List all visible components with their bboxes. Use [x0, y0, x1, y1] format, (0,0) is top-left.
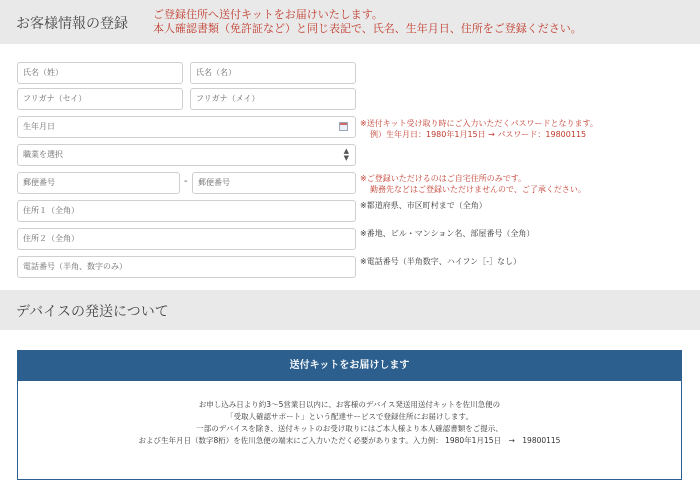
notice-line-2: 本人確認書類（免許証など）と同じ表記で、氏名、生年月日、住所をご登録ください。	[153, 22, 582, 35]
zip-dash: -	[184, 176, 188, 187]
customer-info-title: お客様情報の登録	[16, 16, 128, 32]
zip-code-first-input[interactable]	[17, 172, 180, 194]
address1-note: ※都道府県、市区町村まで（全角）	[360, 201, 487, 210]
first-name-placeholder: 氏名（名）	[196, 68, 236, 77]
birthdate-note-line-1: ※送付キット受け取り時にご入力いただくパスワードとなります。	[360, 119, 598, 128]
occupation-select[interactable]	[17, 144, 356, 166]
birthdate-placeholder: 生年月日	[23, 122, 55, 131]
zip-code-first-placeholder: 郵便番号	[23, 178, 55, 187]
occupation-selected-value: 職業を選択	[23, 150, 63, 159]
first-name-kana-placeholder: フリガナ（メイ）	[196, 94, 260, 103]
birthdate-input[interactable]	[17, 116, 356, 138]
panel-text-line-2: 「受取人確認サポート」という配達サービスで登録住所にお届けします。	[226, 412, 473, 421]
panel-text-line-3: 一部のデバイスを除き、送付キットのお受け取りにはご本人様より本人確認書類をご提示、	[196, 424, 503, 433]
first-name-input[interactable]	[190, 62, 356, 84]
shipping-kit-panel-title: 送付キットをお届けします	[18, 351, 681, 381]
first-name-kana-input[interactable]	[190, 88, 356, 110]
shipping-kit-panel-body	[18, 381, 681, 447]
address1-input[interactable]	[17, 200, 356, 222]
device-shipping-header	[0, 290, 700, 330]
phone-note: ※電話番号（半角数字、ハイフン［-］なし）	[360, 257, 522, 266]
birthdate-note-line-2: 例）生年月日：1980年1月15日 → パスワード：19800115	[370, 130, 587, 139]
device-shipping-title: デバイスの発送について	[16, 304, 169, 320]
last-name-kana-input[interactable]	[17, 88, 183, 110]
notice-line-1: ご登録住所へ送付キットをお届けいたします。	[153, 8, 383, 21]
phone-input[interactable]	[17, 256, 356, 278]
panel-text-line-4: および生年月日（数字8桁）を佐川急便の端末にご入力いただく必要があります。入力例： 1980年1月15日 → 19800115	[138, 436, 561, 445]
last-name-placeholder: 氏名（姓）	[23, 68, 63, 77]
panel-text-line-1: お申し込み日より約3〜5営業日以内に、お客様のデバイス発送用送付キットを佐川急便の	[198, 400, 501, 409]
address1-placeholder: 住所１（全角）	[23, 206, 79, 215]
shipping-kit-panel	[17, 350, 682, 480]
select-updown-icon: ▲ ▼	[343, 147, 349, 162]
zip-note-line-1: ※ご登録いただけるのはご自宅住所のみです。	[360, 174, 527, 183]
zip-code-second-input[interactable]	[192, 172, 356, 194]
last-name-input[interactable]	[17, 62, 183, 84]
zip-note-line-2: 勤務先などはご登録いただけませんので、ご了承ください。	[370, 185, 586, 194]
last-name-kana-placeholder: フリガナ（セイ）	[23, 94, 87, 103]
address2-placeholder: 住所２（全角）	[23, 234, 79, 243]
address2-input[interactable]	[17, 228, 356, 250]
customer-info-header	[0, 0, 700, 44]
phone-placeholder: 電話番号（半角、数字のみ）	[23, 262, 127, 271]
zip-code-second-placeholder: 郵便番号	[198, 178, 230, 187]
calendar-icon[interactable]	[339, 122, 348, 131]
address2-note: ※番地、ビル・マンション名、部屋番号（全角）	[360, 229, 535, 238]
registration-notice	[153, 8, 582, 36]
